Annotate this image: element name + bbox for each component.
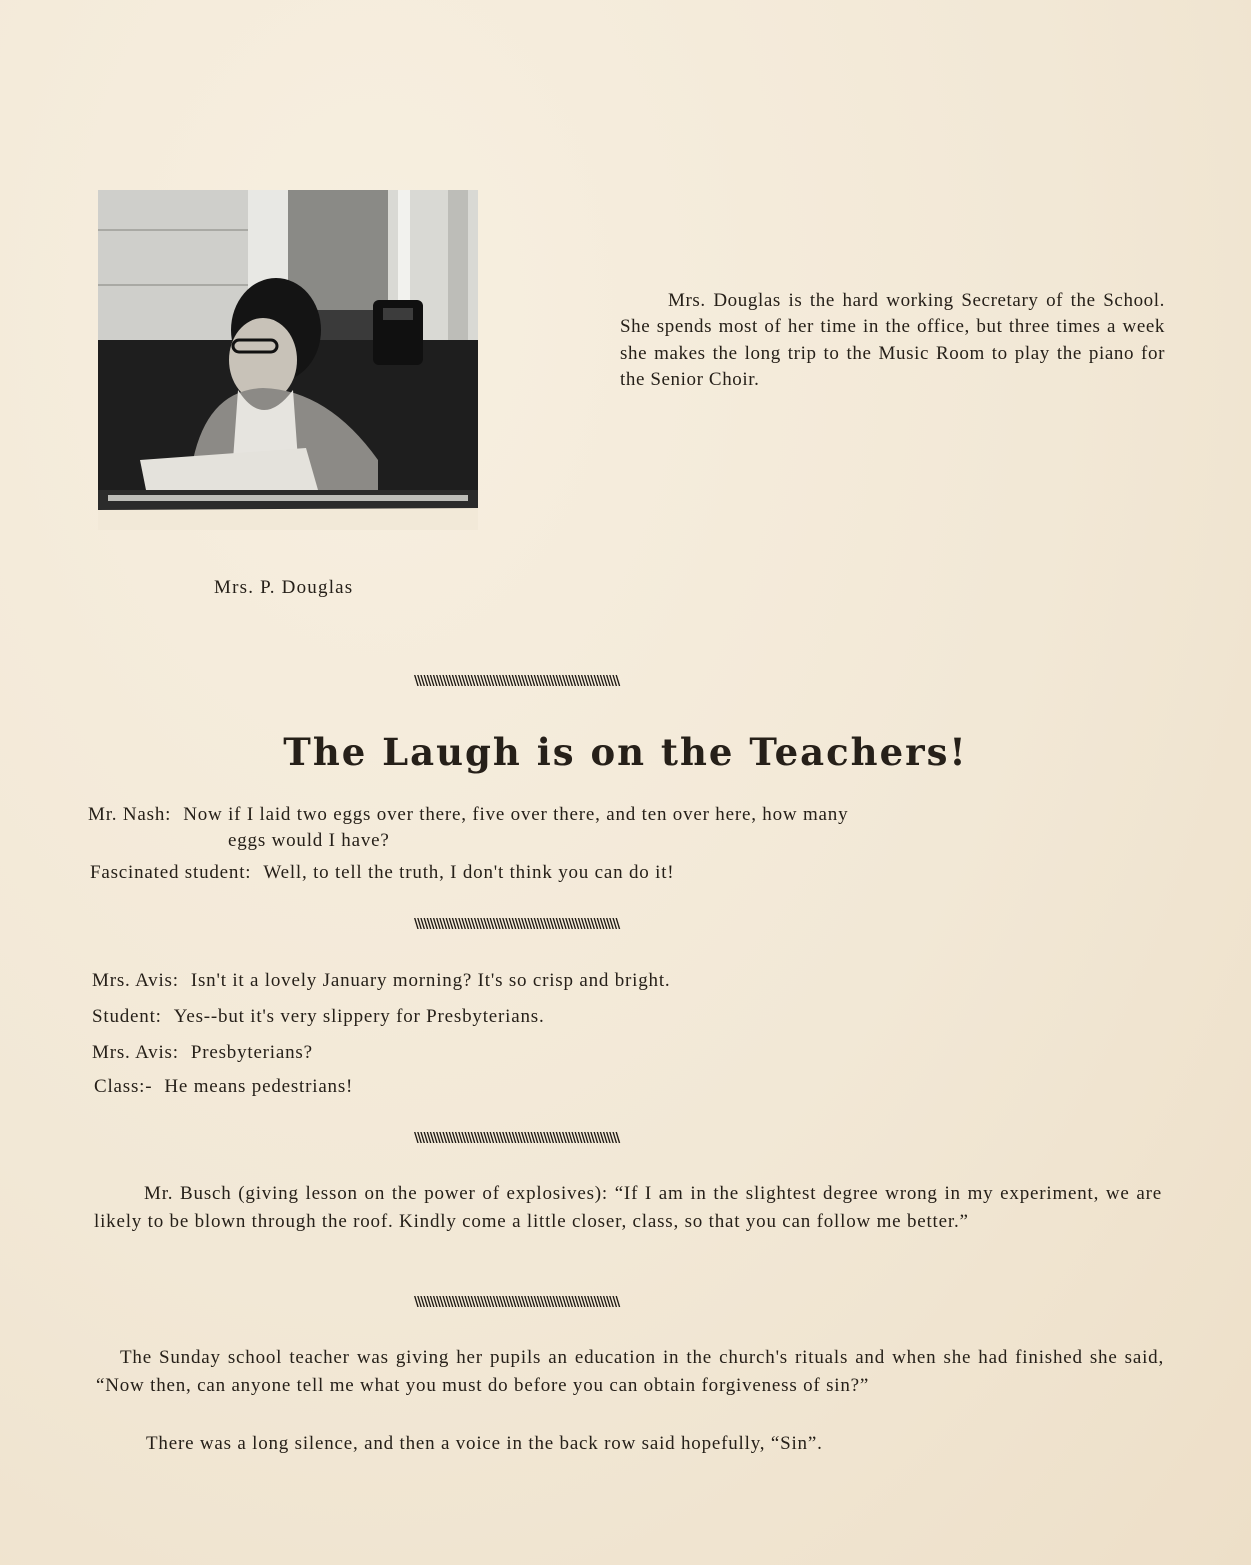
- dialogue-text: Well, to tell the truth, I don't think you can do it!: [263, 862, 675, 883]
- ornamental-divider: \\\\\\\\\\\\\\\\\\\\\\\\\\\\\\\\\\\\\\\\\\\\\\\\\\\\\\\\\\\\\\\\\: [414, 675, 619, 689]
- speaker-label: Fascinated student:: [90, 862, 252, 883]
- portrait-illustration: [98, 190, 478, 530]
- joke2-line: [94, 1076, 353, 1098]
- dialogue-text: Presbyterians?: [190, 1042, 313, 1063]
- joke1-line1-continued: eggs would I have?: [228, 830, 390, 851]
- speaker-label: Mr. Nash:: [88, 804, 172, 825]
- intro-paragraph: Mrs. Douglas is the hard working Secretary of the School. She spends most of her time in the office, but three times a week she makes the long trip to the Music Room to play the piano for the Senior Choir.: [620, 290, 1165, 390]
- ornamental-divider: \\\\\\\\\\\\\\\\\\\\\\\\\\\\\\\\\\\\\\\\\\\\\\\\\\\\\\\\\\\\\\\\\: [414, 1296, 619, 1310]
- speaker-label: Class:-: [94, 1076, 153, 1097]
- dialogue-text: Now if I laid two eggs over there, five over there, and ten over here, how many: [183, 804, 849, 825]
- joke4-paragraph: The Sunday school teacher was giving her pupils an education in the church's rituals and when she had finished she said, “Now then, can anyone tell me what you must do before you can obtain forgiveness of sin?”: [96, 1347, 1164, 1396]
- speaker-label: Mrs. Avis:: [92, 1042, 179, 1063]
- dialogue-text: Isn't it a lovely January morning? It's so crisp and bright.: [190, 970, 671, 991]
- joke4-punchline: There was a long silence, and then a voice in the back row said hopefully, “Sin”.: [146, 1433, 823, 1454]
- joke3-paragraph: Mr. Busch (giving lesson on the power of explosives): “If I am in the slightest degree wrong in my experiment, we are likely to be blown through the roof. Kindly come a little closer, class, so that you can follow me better.”: [94, 1183, 1162, 1232]
- photo-caption: Mrs. P. Douglas: [214, 577, 354, 598]
- speaker-label: Student:: [92, 1006, 162, 1027]
- joke1-line2: [90, 862, 674, 884]
- joke2-line: [92, 1042, 313, 1064]
- ornamental-divider: \\\\\\\\\\\\\\\\\\\\\\\\\\\\\\\\\\\\\\\\\\\\\\\\\\\\\\\\\\\\\\\\\: [414, 1132, 619, 1146]
- joke2-line: [92, 1006, 545, 1028]
- dialogue-text: He means pedestrians!: [164, 1076, 354, 1097]
- dialogue-text: Yes--but it's very slippery for Presbyterians.: [173, 1006, 545, 1027]
- ornamental-divider: \\\\\\\\\\\\\\\\\\\\\\\\\\\\\\\\\\\\\\\\\\\\\\\\\\\\\\\\\\\\\\\\\: [414, 918, 619, 932]
- portrait-photo: [98, 190, 478, 530]
- speaker-label: Mrs. Avis:: [92, 970, 179, 991]
- page-title: The Laugh is on the Teachers!: [283, 730, 968, 774]
- joke1-line1: [88, 804, 848, 826]
- joke2-line: [92, 970, 670, 992]
